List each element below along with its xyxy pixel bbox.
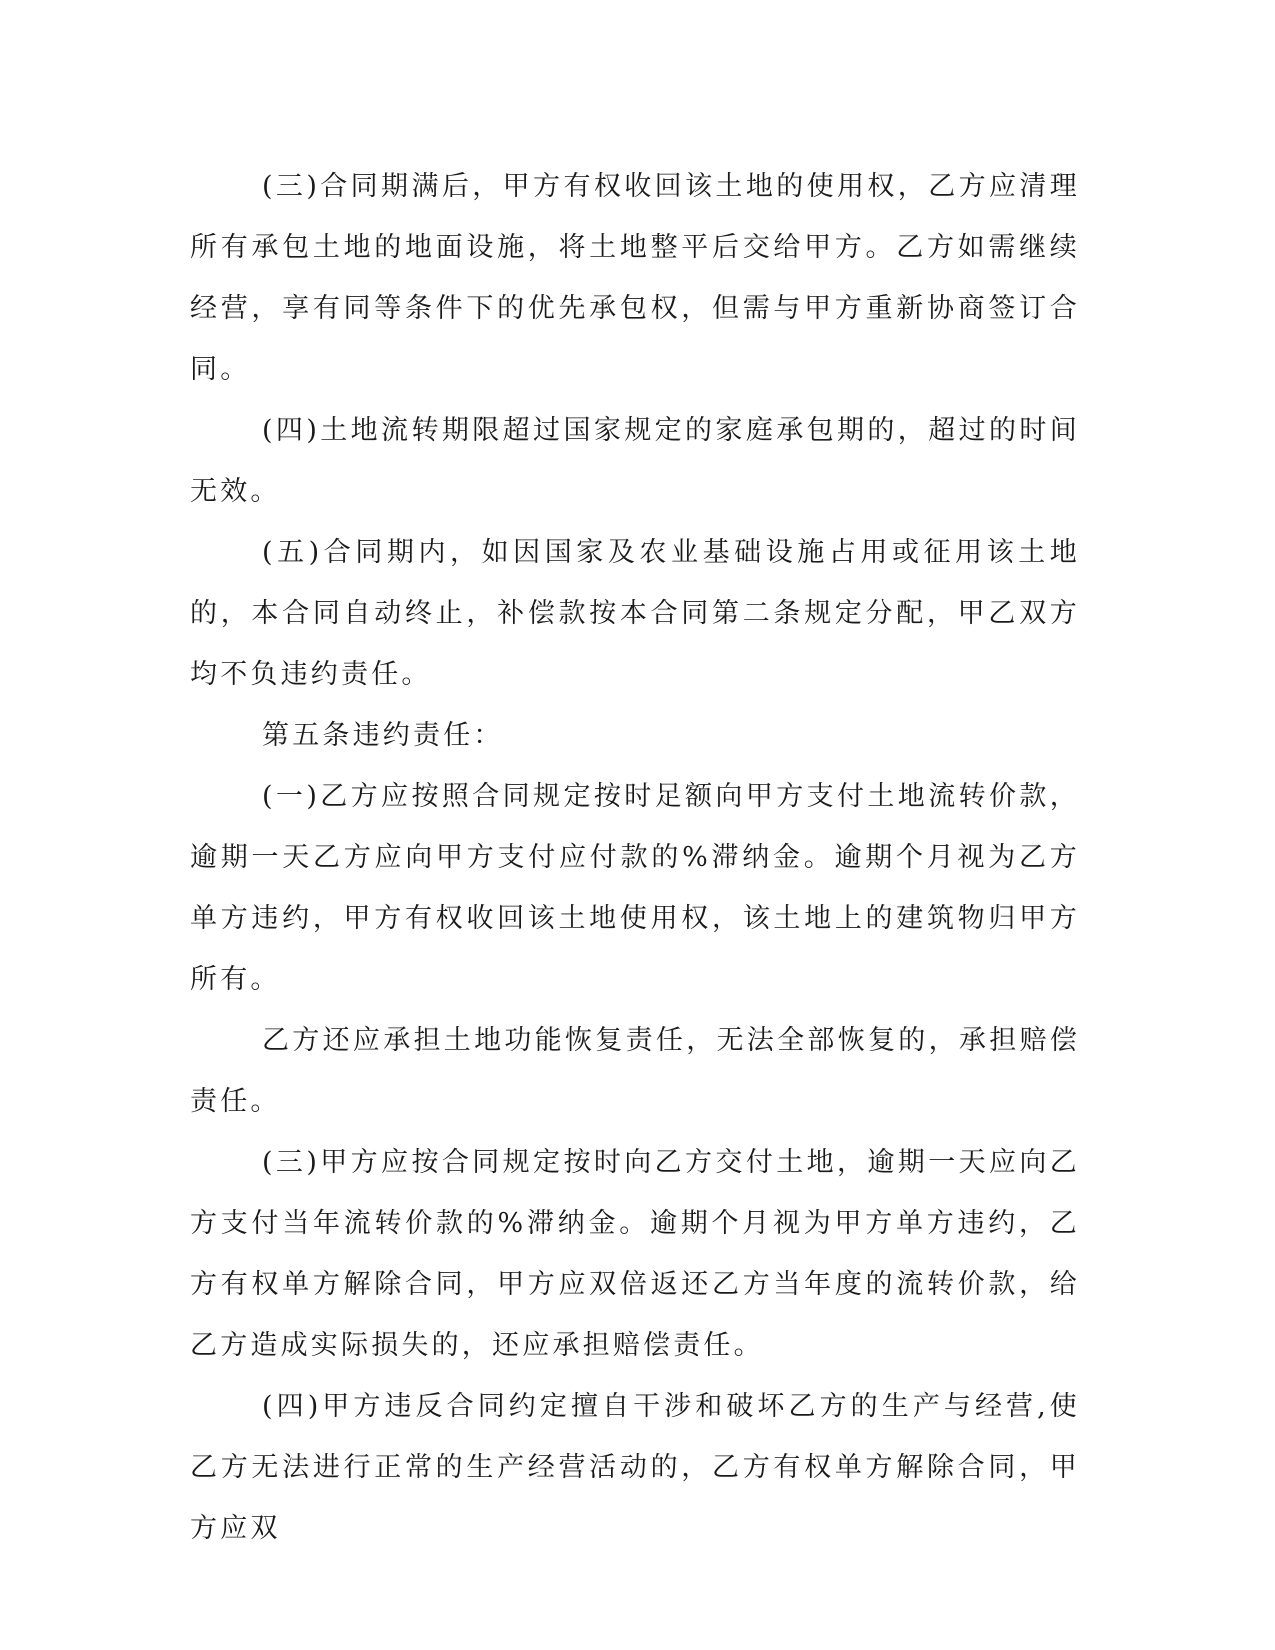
paragraph-expropriation: (五)合同期内，如因国家及农业基础设施占用或征用该土地的，本合同自动终止，补偿款按本合同第二条规定分配，甲乙双方均不负违约责任。	[190, 537, 1080, 690]
paragraph-party-a-delivery: (三)甲方应按合同规定按时向乙方交付土地，逾期一天应向乙方支付当年流转价款的%滞纳金。逾期个月视为甲方单方违约，乙方有权单方解除合同，甲方应双倍返还乙方当年度的流转价款，给乙方造成实际损失的，还应承担赔偿责任。	[190, 1147, 1080, 1361]
paragraph-land-restoration: 乙方还应承担土地功能恢复责任，无法全部恢复的，承担赔偿责任。	[190, 1025, 1080, 1117]
section-heading-liability: 第五条违约责任：	[262, 720, 504, 751]
paragraph-contract-expiry: (三)合同期满后，甲方有权收回该土地的使用权，乙方应清理所有承包土地的地面设施，将土地整平后交给甲方。乙方如需继续经营，享有同等条件下的优先承包权，但需与甲方重新协商签订合同。	[190, 171, 1080, 385]
paragraph-party-b-payment: (一)乙方应按照合同规定按时足额向甲方支付土地流转价款，逾期一天乙方应向甲方支付应付款的%滞纳金。逾期个月视为乙方单方违约，甲方有权收回该土地使用权，该土地上的建筑物归甲方所有。	[190, 781, 1080, 995]
paragraph-term-limit: (四)土地流转期限超过国家规定的家庭承包期的，超过的时间无效。	[190, 415, 1080, 507]
document-body	[190, 156, 1080, 1559]
paragraph-party-a-interference: (四)甲方违反合同约定擅自干涉和破坏乙方的生产与经营,使乙方无法进行正常的生产经营活动的，乙方有权单方解除合同，甲方应双	[190, 1391, 1080, 1544]
